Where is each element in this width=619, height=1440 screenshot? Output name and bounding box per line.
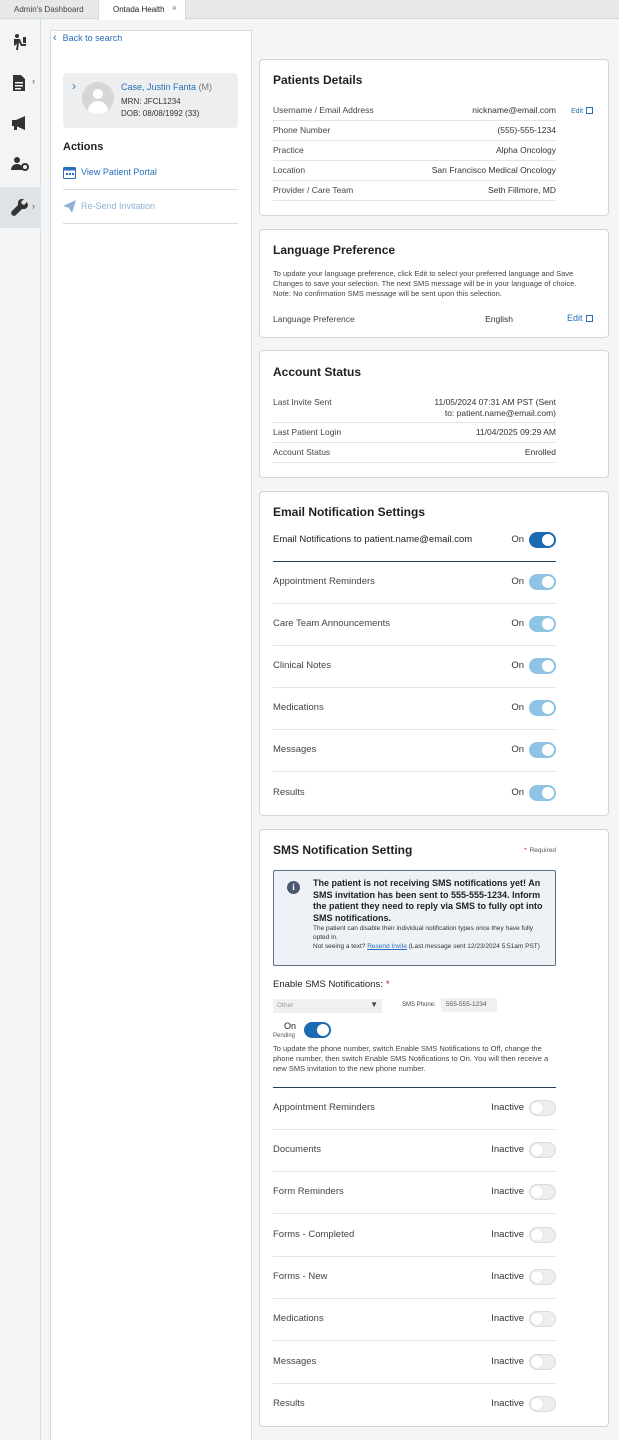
notification-toggle[interactable]	[529, 1269, 556, 1285]
detail-value: (555)-555-1234	[497, 125, 556, 135]
edit-label: Edit	[567, 313, 583, 323]
dropdown-arrow-icon: ▼	[370, 1000, 378, 1009]
info-icon: i	[287, 881, 300, 894]
patient-card	[63, 73, 238, 128]
info-main-text: The patient is not receiving SMS notifications yet! An SMS invitation has been sent to 555-555-1234. Inform the patient they need to reply via SMS to fully opt into SMS notifications.	[313, 878, 543, 923]
account-value: 11/04/2025 09:29 AM	[475, 427, 556, 437]
sms-notification-row	[273, 1257, 556, 1299]
patient-name-text: Case, Justin Fanta	[121, 82, 197, 92]
notification-toggle[interactable]	[529, 1100, 556, 1116]
email-notifications-main-row	[273, 520, 556, 562]
account-value	[434, 397, 556, 419]
notification-toggle[interactable]	[529, 742, 556, 758]
email-notification-row	[273, 562, 556, 604]
phone-type-select[interactable]	[273, 999, 382, 1013]
email-notification-row	[273, 646, 556, 688]
tab-bar	[0, 0, 619, 19]
patient-sex: (M)	[198, 82, 213, 92]
account-row	[273, 443, 556, 463]
language-row	[273, 310, 513, 330]
notification-toggle[interactable]	[529, 616, 556, 632]
edit-label: Edit	[571, 108, 584, 115]
email-notification-row	[273, 730, 556, 772]
notification-state: On	[511, 534, 524, 545]
tab-label: Admin's Dashboard	[14, 5, 84, 14]
detail-row	[273, 101, 556, 121]
patient-dob	[121, 109, 199, 118]
action-label: Re-Send Invitation	[81, 201, 156, 211]
notification-state: On	[511, 576, 524, 587]
notification-toggle[interactable]	[529, 1311, 556, 1327]
email-notification-title: Email Notification Settings	[273, 505, 426, 519]
calendar-icon	[63, 166, 76, 179]
notification-state: Inactive	[491, 1144, 524, 1155]
notification-label: Results	[273, 1398, 305, 1409]
account-title: Account Status	[273, 365, 362, 379]
notification-label: Email Notifications to patient.name@email.com	[273, 534, 473, 545]
patient-mrn	[121, 97, 181, 106]
enable-sms-toggle[interactable]	[304, 1022, 331, 1038]
view-patient-portal-action[interactable]	[63, 156, 238, 190]
rail-item-tools[interactable]	[0, 187, 41, 228]
notification-state: On	[511, 660, 524, 671]
notification-toggle[interactable]	[529, 1227, 556, 1243]
detail-row	[273, 161, 556, 181]
notification-state: On	[511, 618, 524, 629]
notification-label: Form Reminders	[273, 1186, 344, 1197]
email-main-toggle[interactable]	[529, 532, 556, 548]
resend-invite-link[interactable]: Resend Invite	[367, 943, 407, 950]
select-value: Other	[277, 1002, 294, 1009]
info-sub2-prefix: Not seeing a text?	[313, 943, 368, 950]
edit-language-button[interactable]	[567, 313, 593, 323]
patient-name[interactable]	[121, 82, 212, 92]
account-row	[273, 393, 556, 423]
rail-item-user-settings[interactable]	[0, 144, 41, 185]
enable-sms-text: Enable SMS Notifications:	[273, 979, 383, 990]
sms-notification-row	[273, 1215, 556, 1257]
edit-icon	[586, 315, 593, 322]
account-row	[273, 423, 556, 443]
close-icon[interactable]: ×	[171, 3, 177, 13]
detail-key: Practice	[273, 145, 304, 155]
notification-state: Inactive	[491, 1313, 524, 1324]
tab-label: Ontada Health	[113, 5, 165, 14]
mrn-value: JFCL1234	[143, 97, 181, 106]
detail-key: Username / Email Address	[273, 105, 374, 115]
detail-row	[273, 141, 556, 161]
detail-value: Seth Fillmore, MD	[487, 185, 556, 195]
notification-state: Inactive	[491, 1398, 524, 1409]
notification-toggle[interactable]	[529, 785, 556, 801]
patient-details-title: Patients Details	[273, 73, 363, 87]
notification-state: On	[511, 744, 524, 755]
notification-label: Clinical Notes	[273, 660, 332, 671]
mrn-label: MRN:	[121, 97, 142, 106]
edit-icon	[586, 107, 593, 114]
sms-phone-note: To update the phone number, switch Enable SMS Notifications to Off, change the phone number, then switch Enable SMS Notifications to On. You will then receive a new SMS invitation to the new phone number.	[273, 1044, 549, 1073]
required-label: Required	[529, 847, 556, 854]
tab-ontada-health[interactable]	[98, 0, 186, 20]
language-key: Language Preference	[273, 314, 355, 324]
sms-info-banner	[273, 870, 556, 966]
notification-label: Documents	[273, 1144, 322, 1155]
user-settings-icon	[11, 156, 29, 172]
sms-toggle-state: On	[284, 1021, 297, 1031]
detail-value: San Francisco Medical Oncology	[431, 165, 556, 175]
sms-phone-label: SMS Phone:	[402, 1002, 436, 1008]
detail-row	[273, 181, 556, 201]
notification-label: Medications	[273, 702, 324, 713]
clinic-icon	[11, 33, 29, 51]
edit-details-button[interactable]	[571, 107, 593, 115]
rail-item-clinic[interactable]	[0, 21, 41, 62]
back-label: Back to search	[62, 33, 123, 43]
invite-line1: 11/05/2024 07:31 AM PST (Sent	[434, 397, 556, 407]
email-notification-row	[273, 688, 556, 730]
detail-key: Provider / Care Team	[273, 185, 354, 195]
back-to-search-link[interactable]	[53, 32, 122, 44]
notification-toggle[interactable]	[529, 1142, 556, 1158]
notification-toggle[interactable]	[529, 1396, 556, 1412]
email-notification-row	[273, 773, 556, 815]
notification-label: Forms - New	[273, 1271, 328, 1282]
sms-notification-row	[273, 1342, 556, 1384]
sms-phone-input[interactable]: 555-555-1234	[441, 998, 497, 1012]
notification-label: Medications	[273, 1313, 324, 1324]
chevron-right-icon: ›	[32, 76, 35, 86]
notification-label: Appointment Reminders	[273, 576, 375, 587]
sms-notification-card	[259, 829, 609, 1427]
info-sub-text	[313, 924, 543, 951]
avatar	[82, 82, 114, 114]
tab-admins-dashboard[interactable]	[0, 0, 98, 19]
notification-label: Messages	[273, 1356, 317, 1367]
language-preference-card	[259, 229, 609, 338]
account-value: Enrolled	[524, 447, 556, 457]
sms-notification-row	[273, 1088, 556, 1130]
sms-notification-row	[273, 1299, 556, 1341]
wrench-icon	[11, 199, 29, 217]
sms-notification-row	[273, 1130, 556, 1172]
patient-details-card	[259, 59, 609, 216]
rail-item-announcements[interactable]	[0, 103, 41, 144]
notification-toggle[interactable]	[529, 1184, 556, 1200]
send-icon	[63, 200, 76, 213]
notification-label: Care Team Announcements	[273, 618, 391, 629]
sms-toggle-pending: Pending	[273, 1033, 296, 1039]
notification-state: Inactive	[491, 1271, 524, 1282]
account-key: Last Patient Login	[273, 427, 342, 437]
detail-value: nickname@email.com	[472, 105, 556, 115]
resend-invitation-action[interactable]	[63, 190, 238, 224]
megaphone-icon	[11, 115, 29, 131]
patient-sidebar	[50, 30, 252, 1440]
detail-row	[273, 121, 556, 141]
notification-toggle[interactable]	[529, 700, 556, 716]
language-description: To update your language preference, click Edit to select your preferred language and Save Changes to save your selection. The next SMS message will be in your language of choice. Note: No confirmation SMS message will be sent upon this selection.	[273, 269, 577, 298]
notification-state: On	[511, 702, 524, 713]
notification-state: On	[511, 787, 524, 798]
info-sub1: The patient can disable their individual notification types once they have fully opted in.	[313, 925, 534, 941]
email-notification-row	[273, 604, 556, 646]
nav-rail	[0, 19, 41, 1440]
document-icon	[11, 74, 27, 92]
detail-value: Alpha Oncology	[495, 145, 556, 155]
rail-item-documents[interactable]	[0, 62, 41, 103]
notification-label: Forms - Completed	[273, 1229, 355, 1240]
sms-notification-row	[273, 1172, 556, 1214]
sms-notification-row	[273, 1384, 556, 1426]
action-label: View Patient Portal	[81, 167, 157, 177]
sms-notification-title: SMS Notification Setting	[273, 843, 413, 857]
actions-heading: Actions	[63, 141, 104, 153]
language-title: Language Preference	[273, 243, 396, 257]
notification-toggle[interactable]	[529, 574, 556, 590]
account-key: Last Invite Sent	[273, 397, 332, 407]
email-notification-card	[259, 491, 609, 816]
chevron-left-icon: ‹	[53, 32, 57, 44]
invite-line2: to: patient.name@email.com)	[444, 408, 556, 418]
language-value: English	[485, 314, 513, 324]
account-status-card	[259, 350, 609, 478]
notification-label: Appointment Reminders	[273, 1102, 375, 1113]
notification-state: Inactive	[491, 1356, 524, 1367]
enable-sms-label: Enable SMS Notifications: *	[273, 979, 390, 990]
dob-label: DOB:	[121, 109, 141, 118]
notification-state: Inactive	[491, 1186, 524, 1197]
chevron-right-icon: ›	[32, 201, 35, 211]
detail-key: Location	[273, 165, 306, 175]
notification-toggle[interactable]	[529, 1354, 556, 1370]
notification-label: Results	[273, 787, 305, 798]
required-indicator: * Required	[524, 847, 556, 854]
detail-key: Phone Number	[273, 125, 331, 135]
notification-state: Inactive	[491, 1102, 524, 1113]
expand-chevron-icon[interactable]: ›	[72, 79, 76, 93]
dob-value: 08/08/1992 (33)	[142, 109, 200, 118]
account-key: Account Status	[273, 447, 331, 457]
notification-label: Messages	[273, 744, 317, 755]
notification-state: Inactive	[491, 1229, 524, 1240]
info-sub2-suffix: (Last message sent 12/23/2024 5:51am PST)	[406, 943, 540, 950]
notification-toggle[interactable]	[529, 658, 556, 674]
